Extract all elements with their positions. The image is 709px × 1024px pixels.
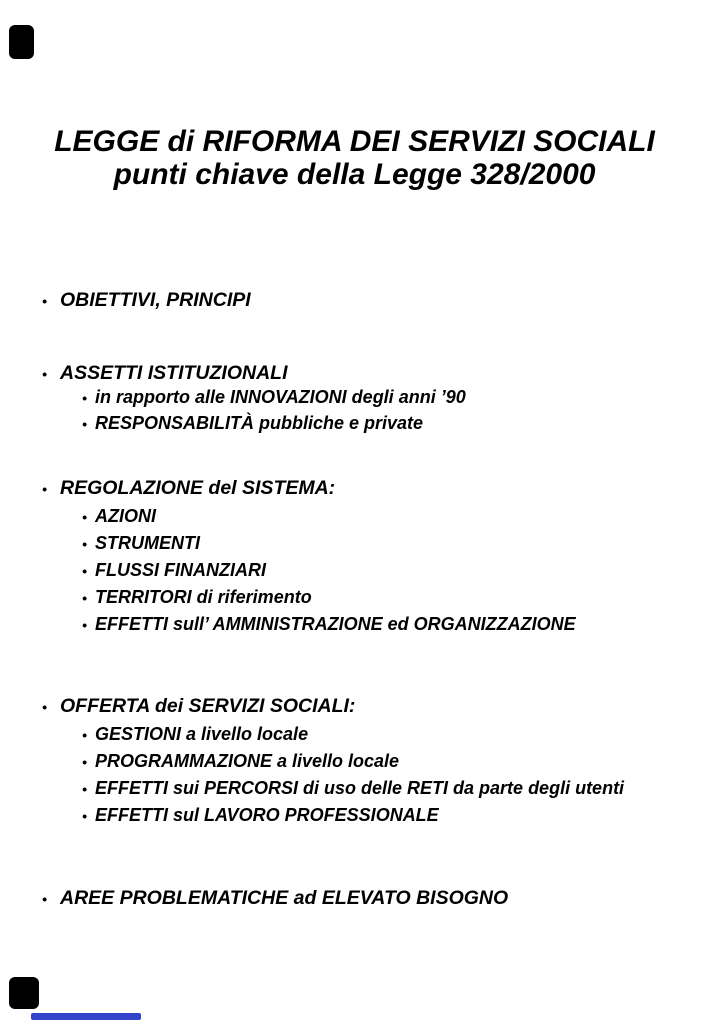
list-subitem-label: RESPONSABILITÀ pubbliche e private — [95, 413, 424, 433]
list-item-regulation — [42, 477, 335, 499]
slide-title-line2: punti chiave della Legge 328/2000 — [113, 158, 596, 191]
bullet-icon: • — [82, 754, 87, 770]
bullet-icon: • — [82, 781, 87, 797]
list-subitem-label: EFFETTI sul LAVORO PROFESSIONALE — [95, 805, 439, 825]
list-subitem — [82, 560, 266, 581]
list-subitem — [82, 724, 308, 745]
list-subitem-label: STRUMENTI — [95, 533, 200, 553]
list-item-label: OBIETTIVI, PRINCIPI — [60, 289, 251, 311]
list-item-label: REGOLAZIONE del SISTEMA: — [60, 477, 336, 499]
list-subitem — [82, 533, 200, 554]
bullet-icon: • — [42, 891, 47, 907]
list-subitem — [82, 587, 312, 608]
list-subitem — [82, 506, 156, 527]
bullet-icon: • — [82, 416, 87, 432]
list-subitem — [82, 614, 576, 635]
slide-title-line1: LEGGE di RIFORMA DEI SERVIZI SOCIALI — [54, 125, 655, 158]
bullet-icon: • — [82, 536, 87, 552]
bottom-left-corner-mark — [9, 977, 39, 1009]
list-item-label: ASSETTI ISTITUZIONALI — [60, 362, 288, 384]
footer-accent-line — [31, 1013, 141, 1020]
bullet-icon: • — [82, 509, 87, 525]
list-subitem-label: FLUSSI FINANZIARI — [95, 560, 266, 580]
list-item-label: AREE PROBLEMATICHE ad ELEVATO BISOGNO — [60, 887, 509, 909]
list-subitem-label: PROGRAMMAZIONE a livello locale — [95, 751, 400, 771]
list-item-problem-areas — [42, 887, 508, 909]
bullet-icon: • — [82, 617, 87, 633]
bullet-icon: • — [42, 366, 47, 382]
list-subitem-label: in rapporto alle INNOVAZIONI degli anni ’90 — [95, 387, 466, 407]
bullet-icon: • — [82, 390, 87, 406]
list-subitem — [82, 778, 624, 799]
top-left-corner-mark — [9, 25, 34, 59]
list-item-offer — [42, 695, 355, 717]
bullet-icon: • — [82, 727, 87, 743]
bullet-icon: • — [42, 293, 47, 309]
list-subitem — [82, 751, 399, 772]
list-subitem-label: EFFETTI sui PERCORSI di uso delle RETI da parte degli utenti — [95, 778, 625, 798]
bullet-icon: • — [82, 563, 87, 579]
slide-title — [0, 125, 709, 191]
list-item-institutional — [42, 362, 288, 384]
bullet-icon: • — [42, 481, 47, 497]
list-subitem — [82, 805, 439, 826]
bullet-icon: • — [42, 699, 47, 715]
list-item-label: OFFERTA dei SERVIZI SOCIALI: — [60, 695, 356, 717]
list-subitem-label: TERRITORI di riferimento — [95, 587, 312, 607]
list-subitem — [82, 387, 466, 408]
bullet-icon: • — [82, 808, 87, 824]
list-subitem-label: AZIONI — [95, 506, 156, 526]
list-subitem-label: EFFETTI sull’ AMMINISTRAZIONE ed ORGANIZZAZIONE — [95, 614, 576, 634]
list-item-objectives — [42, 289, 251, 311]
bullet-icon: • — [82, 590, 87, 606]
list-subitem — [82, 413, 423, 434]
list-subitem-label: GESTIONI a livello locale — [95, 724, 309, 744]
